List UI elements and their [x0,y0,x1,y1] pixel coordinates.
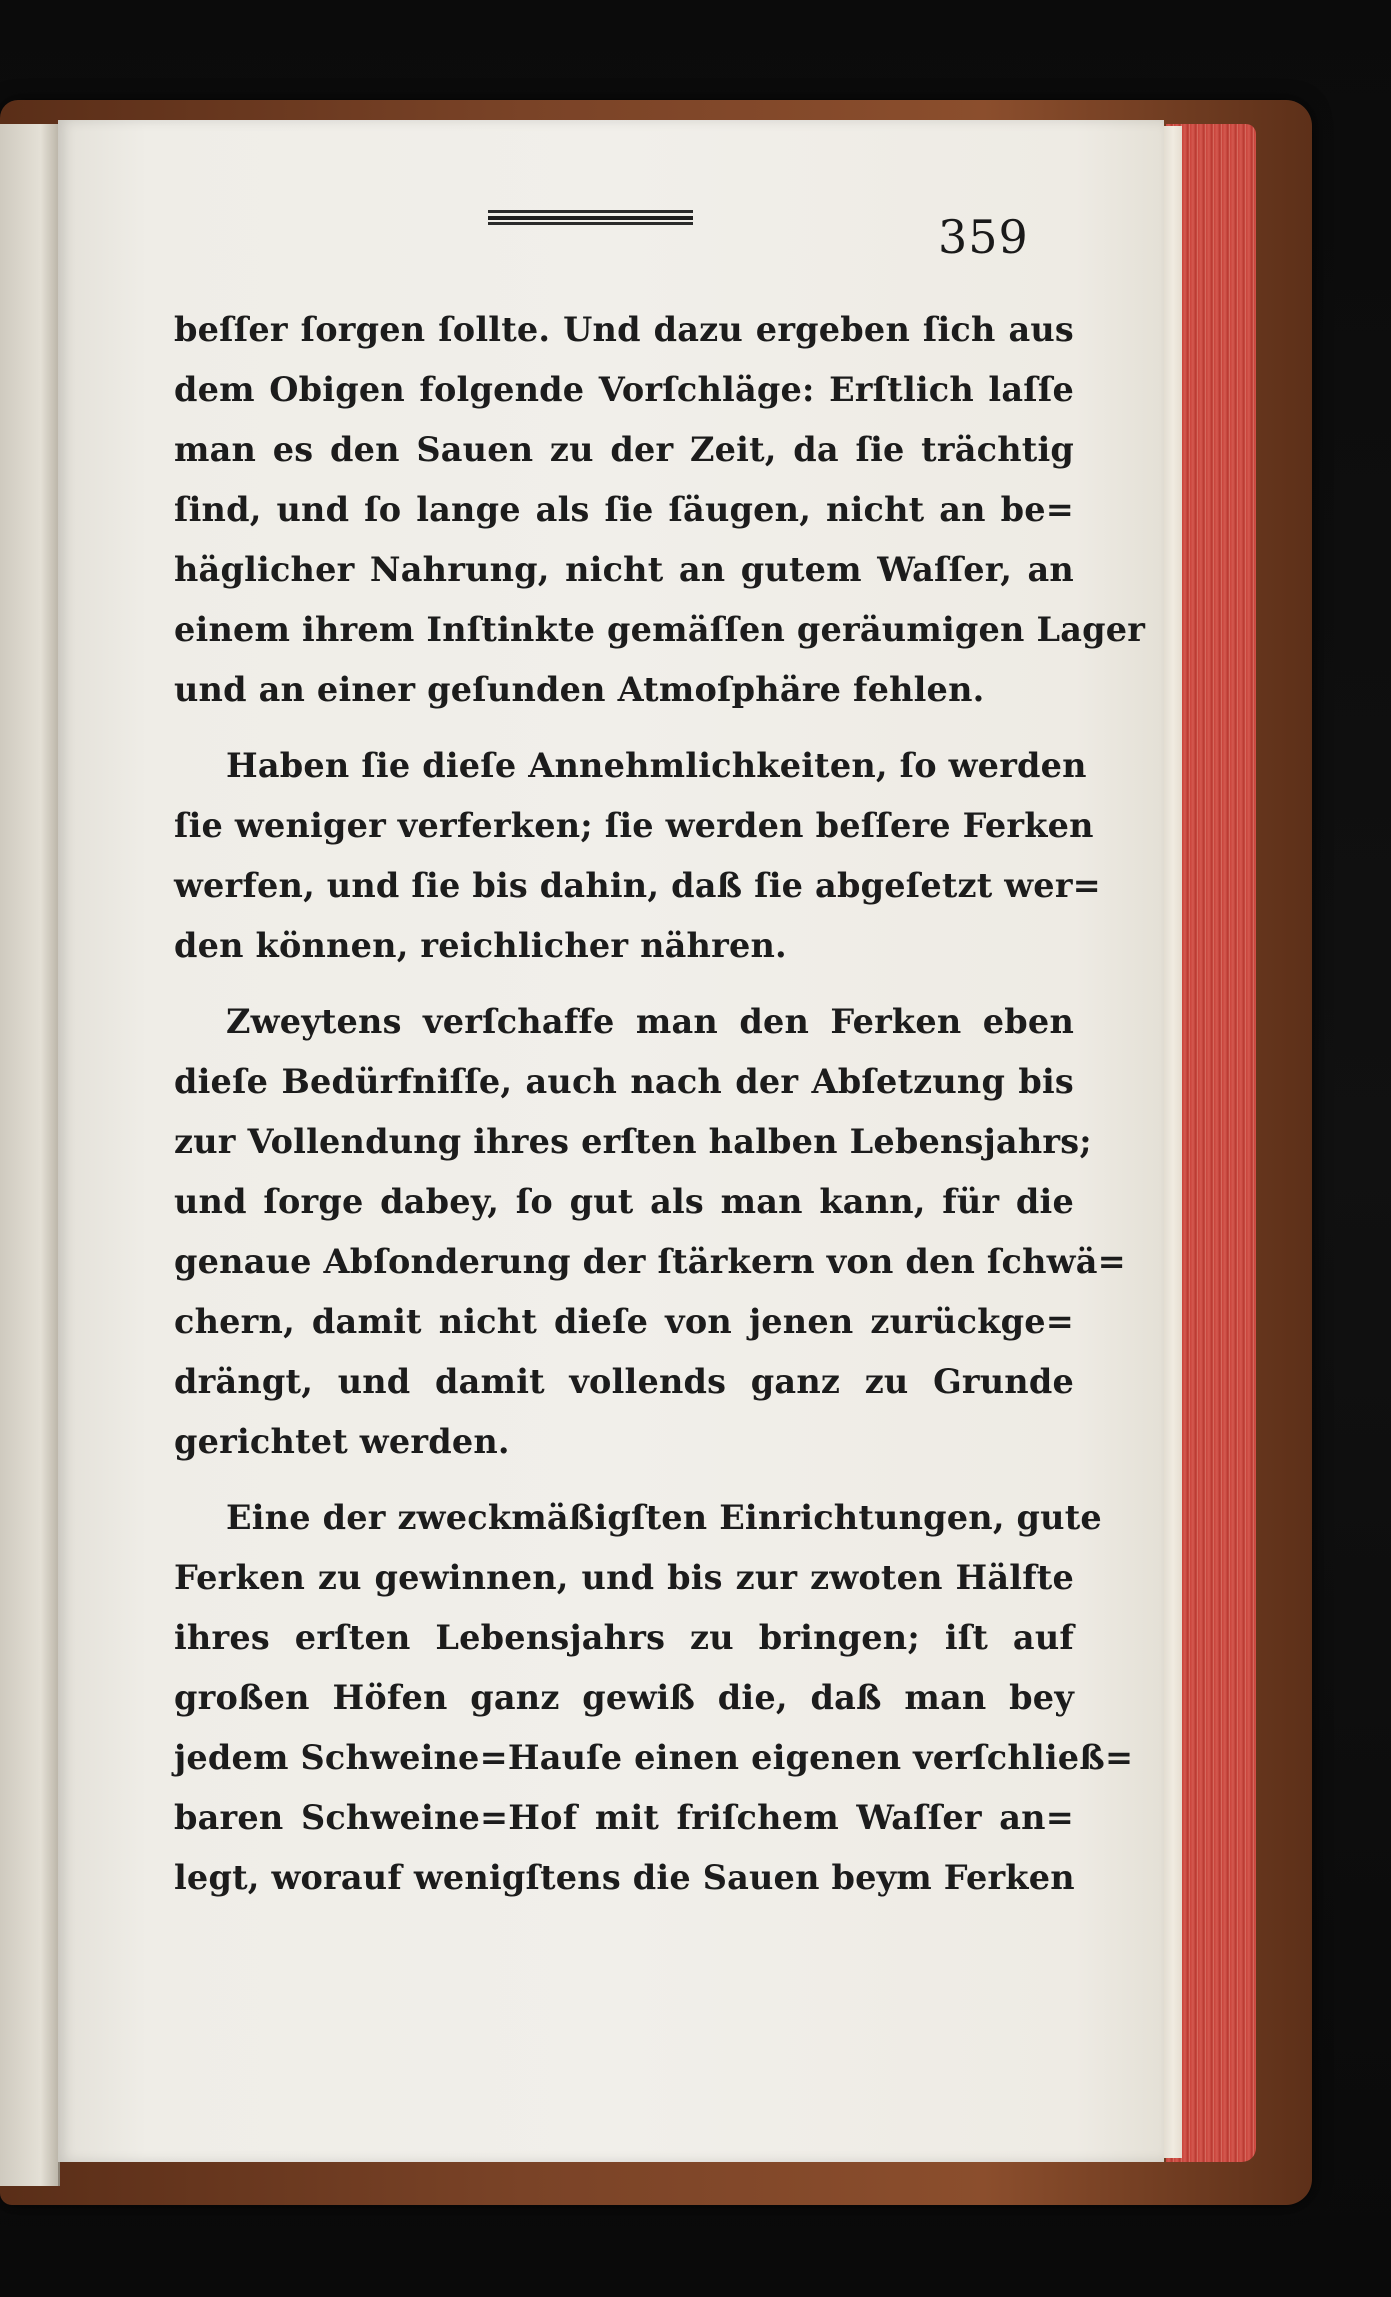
page-number: 359 [938,210,1029,264]
paragraph-4 [174,1488,1134,1908]
text-line: einem ihrem Inſtinkte gemäſſen geräumigen Lager [174,610,1146,649]
left-facing-page [0,124,60,2186]
text-line: gerichtet werden. [174,1422,510,1461]
body-text [174,300,1146,1908]
text-line: ſie weniger verferken; ſie werden beſſere Ferken [174,806,1094,845]
text-line: ihres erſten Lebensjahrs zu bringen; iſt auf [174,1618,1074,1657]
text-line: legt, worauf wenigſtens die Sauen beym Ferken [174,1858,1075,1897]
text-line: man es den Sauen zu der Zeit, da ſie trächtig [174,430,1074,469]
text-line: Ferken zu gewinnen, und bis zur zwoten Hälfte [174,1558,1074,1597]
paragraph-1 [174,300,1146,720]
text-line: ſind, und ſo lange als ſie ſäugen, nicht an be= [174,490,1074,529]
text-line: Eine der zweckmäßigſten Einrichtungen, gute [226,1498,1102,1537]
text-line: den können, reichlicher nähren. [174,926,787,965]
text-line: Haben ſie dieſe Annehmlichkeiten, ſo werden [226,746,1087,785]
text-line: baren Schweine=Hof mit friſchem Waſſer an= [174,1798,1074,1837]
book-page [58,120,1164,2162]
text-line: und an einer geſunden Atmoſphäre fehlen. [174,670,985,709]
text-line: dem Obigen folgende Vorſchläge: Erſtlich laſſe [174,370,1074,409]
text-line: werfen, und ſie bis dahin, daß ſie abgeſetzt wer= [174,866,1101,905]
paragraph-3 [174,992,1126,1472]
text-line: drängt, und damit vollends ganz zu Grunde [174,1362,1074,1401]
text-line: genaue Abſonderung der ſtärkern von den ſchwä= [174,1242,1126,1281]
text-line: chern, damit nicht dieſe von jenen zurückge= [174,1302,1074,1341]
text-line: häglicher Nahrung, nicht an gutem Waſſer, an [174,550,1074,589]
text-line: dieſe Bedürfniſſe, auch nach der Abſetzung bis [174,1062,1074,1101]
text-line: großen Höfen ganz gewiß die, daß man bey [174,1678,1074,1717]
text-line: zur Vollendung ihres erſten halben Lebensjahrs; [174,1122,1092,1161]
text-line: jedem Schweine=Hauſe einen eigenen verſchließ= [174,1738,1134,1777]
text-line: beſſer ſorgen ſollte. Und dazu ergeben ſich aus [174,310,1074,349]
text-line: und ſorge dabey, ſo gut als man kann, für die [174,1182,1074,1221]
text-line: Zweytens verſchaffe man den Ferken eben [226,1002,1074,1041]
paragraph-2 [174,736,1101,976]
header-ornament-rule [488,210,693,224]
